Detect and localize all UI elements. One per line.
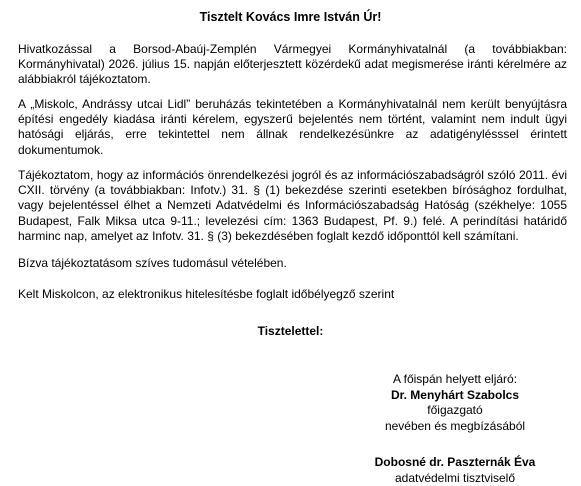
signature-block-secondary	[345, 455, 565, 486]
paragraph-courtesy: Bízva tájékoztatásom szíves tudomásul vételében.	[18, 256, 287, 270]
signatory-title-secondary: adatvédelmi tisztviselő	[394, 470, 516, 485]
paragraph-legal-remedy: Tájékoztatom, hogy az információs önrendelkezési jogról és az információszabadságról szóló 2011. évi CXII. törvény (a továbbiakban: Infotv.) 31. § (1) bekezdése szerinti esetekben bírósághoz fordulhat, vagy bejelentéssel élhet a Nemzeti Adatvédelmi és Információszabadság Hatóság (székhelye: 1055 Budapest, Falk Miksa utca 9-11.; levelezési cím: 1363 Budapest, Pf. 9.) felé. A perindítási határidő harminc nap, amelyet az Infotv. 31. § (3) bekezdésében foglalt kezdő időponttól kell számítani.	[18, 168, 567, 243]
closing: Tisztelettel:	[257, 324, 324, 338]
paragraph-findings: A „Miskolc, Andrássy utcai Lidl” beruházás tekintetében a Kormányhivatalnál nem került benyújtásra építési engedély kiadása iránti kérelem, egyszerű bejelentés nem történt, valamint nem indult ügyi hatósági eljárás, erre tekintettel nem állnak rendelkezésünkre az adatigénylésssel érintett dokumentumok.	[18, 97, 567, 157]
paragraph-dated: Kelt Miskolcon, az elektronikus hitelesítésbe foglalt időbélyegző szerint	[18, 287, 395, 301]
signatory-name-secondary: Dobosné dr. Paszternák Éva	[374, 455, 536, 469]
salutation: Tisztelt Kovács Imre István Úr!	[199, 10, 382, 24]
signatory-name: Dr. Menyhárt Szabolcs	[390, 387, 520, 402]
signatory-authority: nevében és megbízásából	[384, 418, 526, 433]
signature-block-primary	[345, 372, 565, 434]
signatory-title: főigazgató	[427, 403, 483, 417]
signature-role: A főispán helyett eljáró:	[392, 372, 518, 386]
paragraph-reference: Hivatkozással a Borsod-Abaúj-Zemplén Vármegyei Kormányhivatalnál (a továbbiakban: Kormányhivatal) 2026. július 15. napján előterjesztett közérdekű adat megismerése iránti kérelmére az alábbiakról tájékoztatom.	[18, 42, 567, 87]
